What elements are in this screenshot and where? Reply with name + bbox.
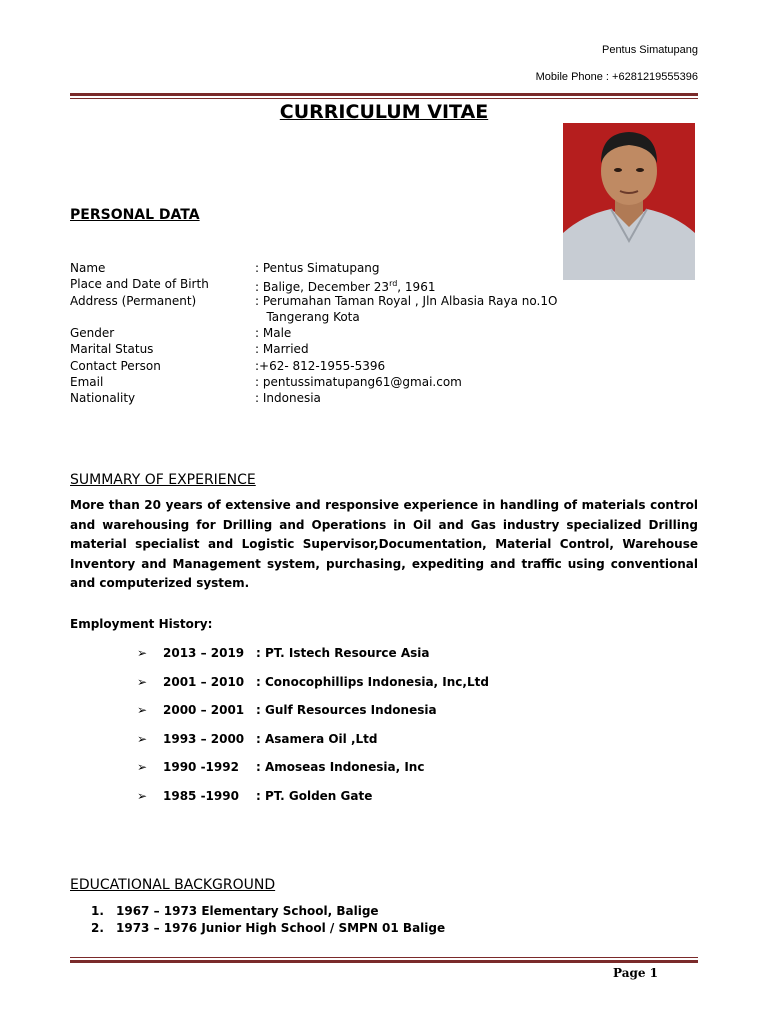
personal-row xyxy=(70,293,557,309)
row-value: : Balige, December 23rd, 1961 xyxy=(255,279,436,295)
education-heading: EDUCATIONAL BACKGROUND xyxy=(70,877,276,893)
list-item xyxy=(137,702,489,731)
employment-years: 1985 -1990 xyxy=(163,788,239,803)
row-value: : Indonesia xyxy=(255,391,321,406)
row-value: : Male xyxy=(255,326,292,341)
employment-heading: Employment History: xyxy=(70,617,213,631)
profile-photo xyxy=(563,123,695,280)
list-item xyxy=(137,645,489,674)
row-label xyxy=(70,309,255,325)
personal-data-heading: PERSONAL DATA xyxy=(70,207,200,223)
row-value: : Married xyxy=(255,342,309,357)
personal-row xyxy=(70,309,557,325)
row-label: Email xyxy=(70,375,104,390)
employment-years: 2013 – 2019 xyxy=(163,646,245,660)
item-number: 2. xyxy=(91,920,104,935)
item-number: 1. xyxy=(91,904,104,918)
row-label: Marital Status xyxy=(70,342,154,357)
employment-company: : Gulf Resources Indonesia xyxy=(256,703,437,718)
header-phone: Mobile Phone : +6281219555396 xyxy=(535,71,698,83)
row-value: : Pentus Simatupang xyxy=(255,261,380,275)
employment-company: : PT. Golden Gate xyxy=(256,788,373,803)
employment-years: 1990 -1992 xyxy=(163,760,239,775)
arrow-bullet-icon: ➢ xyxy=(137,703,148,718)
top-divider xyxy=(70,93,698,99)
page-title: CURRICULUM VITAE xyxy=(279,101,489,123)
employment-years: 2001 – 2010 xyxy=(163,674,245,689)
personal-row xyxy=(70,276,557,295)
arrow-bullet-icon: ➢ xyxy=(137,674,148,689)
list-item xyxy=(91,920,445,937)
arrow-bullet-icon: ➢ xyxy=(137,646,148,660)
row-value: :+62- 812-1955-5396 xyxy=(255,358,386,373)
row-label: Address (Permanent) xyxy=(70,293,197,308)
personal-row xyxy=(70,358,557,374)
education-entry: 1967 – 1973 Elementary School, Balige xyxy=(116,904,379,918)
list-item xyxy=(137,788,489,817)
row-label: Nationality xyxy=(70,391,136,406)
list-item xyxy=(137,674,489,703)
personal-row xyxy=(70,325,557,341)
page-number: Page 1 xyxy=(613,966,659,980)
list-item xyxy=(137,759,489,788)
row-value: : Perumahan Taman Royal , Jln Albasia Raya no.1O xyxy=(255,293,558,308)
list-item xyxy=(91,903,445,920)
summary-text: More than 20 years of extensive and responsive experience in handling of materials control and warehousing for Drilling and Operations in Oil and Gas industry specialized Drilling material specialist and Logistic Supervisor,Documentation, Material Control, Warehouse Inventory and Management system, purchasing, expediting and traffic using conventional and computerized system. xyxy=(70,498,698,590)
employment-years: 1993 – 2000 xyxy=(163,731,245,746)
education-list xyxy=(91,903,445,936)
education-entry: 1973 – 1976 Junior High School / SMPN 01 Balige xyxy=(116,920,446,935)
row-value: Tangerang Kota xyxy=(255,309,360,324)
personal-row xyxy=(70,390,557,406)
employment-company: : Asamera Oil ,Ltd xyxy=(256,731,378,746)
summary-heading: SUMMARY OF EXPERIENCE xyxy=(70,472,256,488)
personal-row xyxy=(70,374,557,390)
arrow-bullet-icon: ➢ xyxy=(137,731,148,746)
employment-company: : Amoseas Indonesia, Inc xyxy=(256,760,425,775)
personal-row xyxy=(70,341,557,357)
personal-row xyxy=(70,260,557,276)
employment-list xyxy=(137,645,489,817)
row-label: Contact Person xyxy=(70,358,161,373)
header-name: Pentus Simatupang xyxy=(601,44,698,56)
employment-company: : PT. Istech Resource Asia xyxy=(256,646,430,660)
list-item xyxy=(137,731,489,760)
row-value: : pentussimatupang61@gmai.com xyxy=(255,375,462,390)
bottom-divider xyxy=(70,957,698,963)
personal-data-table xyxy=(70,260,557,407)
employment-company: : Conocophillips Indonesia, Inc,Ltd xyxy=(256,674,489,689)
row-label: Place and Date of Birth xyxy=(70,277,209,292)
arrow-bullet-icon: ➢ xyxy=(137,760,148,775)
row-label: Gender xyxy=(70,326,115,341)
arrow-bullet-icon: ➢ xyxy=(137,788,148,803)
employment-years: 2000 – 2001 xyxy=(163,703,245,718)
row-label: Name xyxy=(70,261,106,275)
